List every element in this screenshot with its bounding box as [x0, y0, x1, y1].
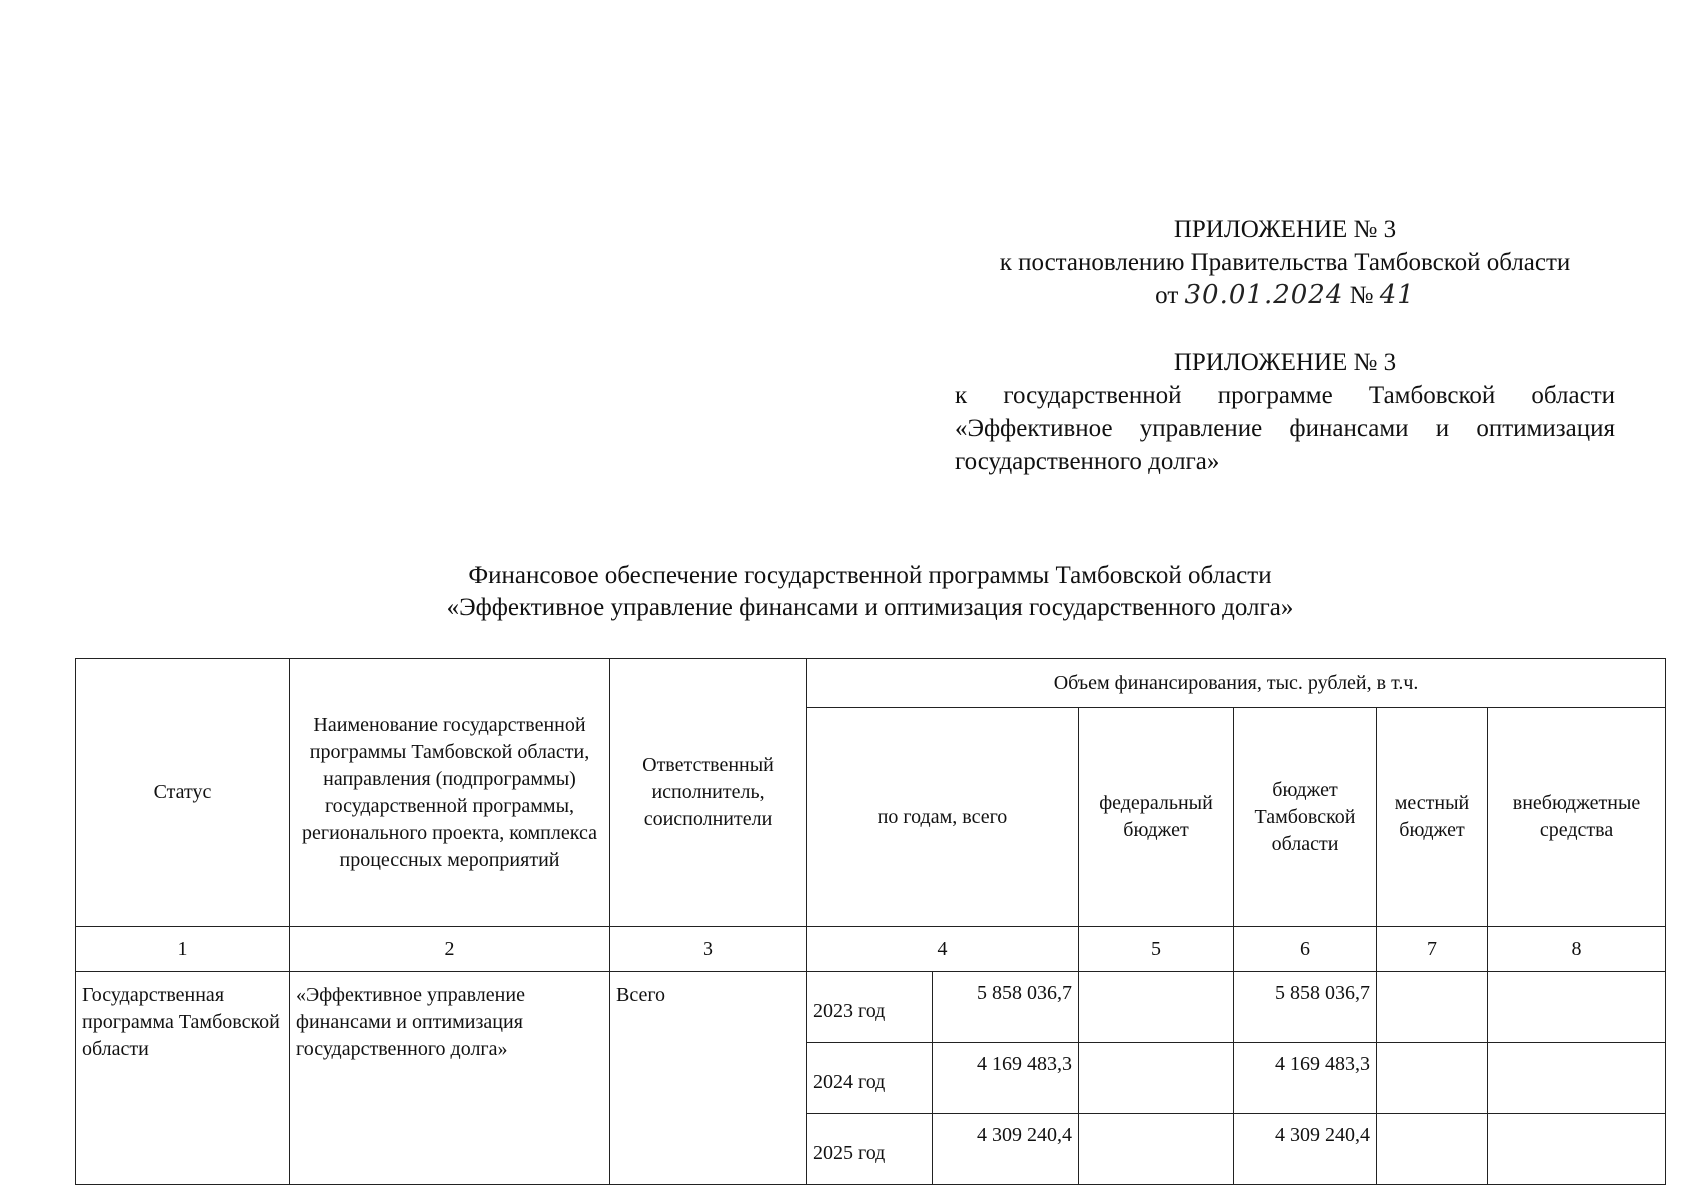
- column-number: 3: [610, 927, 807, 972]
- column-number: 4: [807, 927, 1079, 972]
- from-prefix: от: [1155, 282, 1179, 309]
- resolution-appendix-block: [955, 213, 1615, 312]
- handwritten-date: 30.01.2024: [1184, 280, 1344, 310]
- header-status: Статус: [76, 659, 290, 927]
- header-by-years: по годам, всего: [807, 708, 1079, 927]
- extra-cell: [1488, 1043, 1666, 1114]
- column-number: 8: [1488, 927, 1666, 972]
- program-name-cell: «Эффективное управление финансами и оптимизация государственного долга»: [290, 972, 610, 1185]
- extra-cell: [1488, 972, 1666, 1043]
- document-title: [250, 560, 1490, 624]
- year-cell: 2025 год: [807, 1114, 933, 1185]
- resolution-appendix-heading: ПРИЛОЖЕНИЕ № 3: [1173, 216, 1397, 243]
- executor-cell: Всего: [610, 972, 807, 1185]
- year-cell: 2024 год: [807, 1043, 933, 1114]
- header-extra: внебюджетные средства: [1488, 708, 1666, 927]
- column-number: 1: [76, 927, 290, 972]
- regional-cell: 4 169 483,3: [1234, 1043, 1377, 1114]
- total-cell: 4 309 240,4: [933, 1114, 1079, 1185]
- year-cell: 2023 год: [807, 972, 933, 1043]
- federal-cell: [1079, 972, 1234, 1043]
- title-line-1: Финансовое обеспечение государственной программы Тамбовской области: [468, 562, 1272, 589]
- header-local: местный бюджет: [1377, 708, 1488, 927]
- local-cell: [1377, 1114, 1488, 1185]
- number-sign: №: [1349, 282, 1374, 309]
- resolution-date-line: [955, 279, 1615, 312]
- column-number: 6: [1234, 927, 1377, 972]
- header-volume: Объем финансирования, тыс. рублей, в т.ч.: [807, 659, 1666, 708]
- header-regional: бюджет Тамбовской области: [1234, 708, 1377, 927]
- total-cell: 5 858 036,7: [933, 972, 1079, 1043]
- total-cell: 4 169 483,3: [933, 1043, 1079, 1114]
- extra-cell: [1488, 1114, 1666, 1185]
- column-number: 2: [290, 927, 610, 972]
- program-appendix-heading: ПРИЛОЖЕНИЕ № 3: [1173, 349, 1397, 376]
- column-number: 7: [1377, 927, 1488, 972]
- header-executor: Ответственный исполнитель, соисполнители: [610, 659, 807, 927]
- column-number: 5: [1079, 927, 1234, 972]
- financing-table: [75, 658, 1666, 1185]
- header-name: Наименование государственной программы Тамбовской области, направления (подпрограммы) государственной программы, регионального проекта, комплекса процессных мероприятий: [290, 659, 610, 927]
- status-cell: Государственная программа Тамбовской области: [76, 972, 290, 1185]
- local-cell: [1377, 972, 1488, 1043]
- local-cell: [1377, 1043, 1488, 1114]
- resolution-appendix-line: к постановлению Правительства Тамбовской области: [999, 249, 1571, 276]
- program-appendix-block: [955, 346, 1615, 478]
- federal-cell: [1079, 1043, 1234, 1114]
- program-appendix-text: к государственной программе Тамбовской области «Эффективное управление финансами и оптимизация государственного долга»: [955, 382, 1615, 475]
- header-federal: федеральный бюджет: [1079, 708, 1234, 927]
- handwritten-number: 41: [1379, 280, 1415, 310]
- federal-cell: [1079, 1114, 1234, 1185]
- table-row: [76, 972, 1666, 1043]
- title-line-2: «Эффективное управление финансами и оптимизация государственного долга»: [446, 594, 1294, 621]
- regional-cell: 5 858 036,7: [1234, 972, 1377, 1043]
- regional-cell: 4 309 240,4: [1234, 1114, 1377, 1185]
